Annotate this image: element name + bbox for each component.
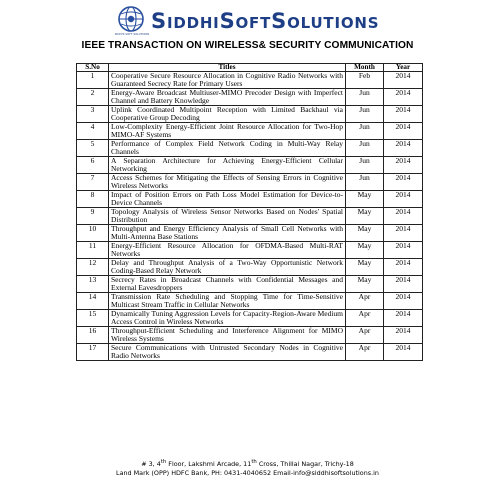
row-number: 13 (77, 276, 109, 293)
row-title: A Separation Architecture for Achieving Energy-Efficient Cellular Networking (109, 157, 346, 174)
row-month: Apr (346, 344, 384, 361)
row-month: May (346, 259, 384, 276)
footer-contact: Land Mark (OPP) HDFC Bank, PH: 0431-4040652 Email-info@siddhisoftsolutions.in (116, 469, 379, 478)
table-row (77, 208, 423, 225)
row-month: Jun (346, 174, 384, 191)
row-month: Apr (346, 310, 384, 327)
row-title: Impact of Position Errors on Path Loss Model Estimation for Device-to-Device Channels (109, 191, 346, 208)
company-name: SIDDHISOFTSOLUTIONS (151, 9, 380, 33)
row-month: Apr (346, 293, 384, 310)
row-number: 3 (77, 106, 109, 123)
table-row (77, 140, 423, 157)
column-header-titles: Titles (109, 64, 346, 72)
row-month: Feb (346, 72, 384, 89)
row-number: 2 (77, 89, 109, 106)
table-row (77, 327, 423, 344)
table-row (77, 310, 423, 327)
row-year: 2014 (384, 89, 423, 106)
row-title: Secrecy Rates in Broadcast Channels with Confidential Messages and External Eavesdroppers (109, 276, 346, 293)
row-year: 2014 (384, 242, 423, 259)
row-title: Access Schemes for Mitigating the Effects of Sensing Errors in Cognitive Wireless Networks (109, 174, 346, 191)
row-month: Jun (346, 140, 384, 157)
row-number: 10 (77, 225, 109, 242)
row-number: 16 (77, 327, 109, 344)
row-title: Energy-Efficient Resource Allocation for OFDMA-Based Multi-RAT Networks (109, 242, 346, 259)
row-month: May (346, 208, 384, 225)
row-number: 6 (77, 157, 109, 174)
row-number: 5 (77, 140, 109, 157)
row-month: Jun (346, 157, 384, 174)
row-year: 2014 (384, 174, 423, 191)
row-title: Throughput-Efficient Scheduling and Interference Alignment for MIMO Wireless Systems (109, 327, 346, 344)
footer (0, 458, 495, 478)
row-year: 2014 (384, 208, 423, 225)
row-month: May (346, 242, 384, 259)
row-month: Jun (346, 123, 384, 140)
row-year: 2014 (384, 140, 423, 157)
table-row (77, 191, 423, 208)
row-title: Throughput and Energy Efficiency Analysis of Small Cell Networks with Multi-Antenna Base Stations (109, 225, 346, 242)
table-row (77, 72, 423, 89)
row-title: Transmission Rate Scheduling and Stopping Time for Time-Sensitive Multicast Stream Traffic in Cellular Networks (109, 293, 346, 310)
globe-emblem-icon (114, 6, 150, 36)
row-number: 7 (77, 174, 109, 191)
table-row (77, 106, 423, 123)
logo-tagline: SIDDHI SOFT SOLUTIONS (114, 33, 150, 36)
row-year: 2014 (384, 310, 423, 327)
document-title: IEEE TRANSACTION ON WIRELESS& SECURITY COMMUNICATION (81, 40, 414, 51)
row-number: 12 (77, 259, 109, 276)
table-row (77, 259, 423, 276)
row-year: 2014 (384, 72, 423, 89)
row-title: Cooperative Secure Resource Allocation in Cognitive Radio Networks with Guaranteed Secrecy Rate for Primary Users (109, 72, 346, 89)
row-number: 17 (77, 344, 109, 361)
column-header-sno: S.No (77, 64, 109, 72)
row-month: Jun (346, 89, 384, 106)
table-row (77, 123, 423, 140)
column-header-year: Year (384, 64, 423, 72)
row-title: Delay and Throughput Analysis of a Two-Way Opportunistic Network Coding-Based Relay Network (109, 259, 346, 276)
row-month: Jun (346, 106, 384, 123)
row-number: 9 (77, 208, 109, 225)
row-year: 2014 (384, 106, 423, 123)
table-row (77, 276, 423, 293)
row-number: 8 (77, 191, 109, 208)
table-row (77, 157, 423, 174)
row-title: Uplink Coordinated Multipoint Reception with Limited Backhaul via Cooperative Group Decoding (109, 106, 346, 123)
row-year: 2014 (384, 344, 423, 361)
row-title: Dynamically Tuning Aggression Levels for Capacity-Region-Aware Medium Access Control in Wireless Networks (109, 310, 346, 327)
table-row (77, 225, 423, 242)
row-year: 2014 (384, 259, 423, 276)
row-title: Energy-Aware Broadcast Multiuser-MIMO Precoder Design with Imperfect Channel and Battery Knowledge (109, 89, 346, 106)
table-row (77, 293, 423, 310)
row-year: 2014 (384, 293, 423, 310)
table-row (77, 344, 423, 361)
row-number: 11 (77, 242, 109, 259)
row-month: May (346, 225, 384, 242)
row-title: Secure Communications with Untrusted Secondary Nodes in Cognitive Radio Networks (109, 344, 346, 361)
row-title: Topology Analysis of Wireless Sensor Networks Based on Nodes' Spatial Distribution (109, 208, 346, 225)
row-title: Performance of Complex Field Network Coding in Multi-Way Relay Channels (109, 140, 346, 157)
row-number: 14 (77, 293, 109, 310)
row-year: 2014 (384, 276, 423, 293)
table-row (77, 174, 423, 191)
row-month: Apr (346, 327, 384, 344)
row-number: 1 (77, 72, 109, 89)
row-year: 2014 (384, 327, 423, 344)
row-number: 15 (77, 310, 109, 327)
column-header-month: Month (346, 64, 384, 72)
row-month: May (346, 191, 384, 208)
row-year: 2014 (384, 225, 423, 242)
row-year: 2014 (384, 123, 423, 140)
row-month: May (346, 276, 384, 293)
table-row (77, 89, 423, 106)
table-row (77, 242, 423, 259)
row-year: 2014 (384, 191, 423, 208)
row-title: Low-Complexity Energy-Efficient Joint Resource Allocation for Two-Hop MIMO-AF Systems (109, 123, 346, 140)
footer-address: # 3, 4th Floor, Lakshmi Arcade, 11th Cross, Thillai Nagar, Trichy-18 (141, 459, 354, 469)
row-year: 2014 (384, 157, 423, 174)
publications-table (76, 63, 423, 361)
row-number: 4 (77, 123, 109, 140)
company-logo (114, 4, 380, 38)
